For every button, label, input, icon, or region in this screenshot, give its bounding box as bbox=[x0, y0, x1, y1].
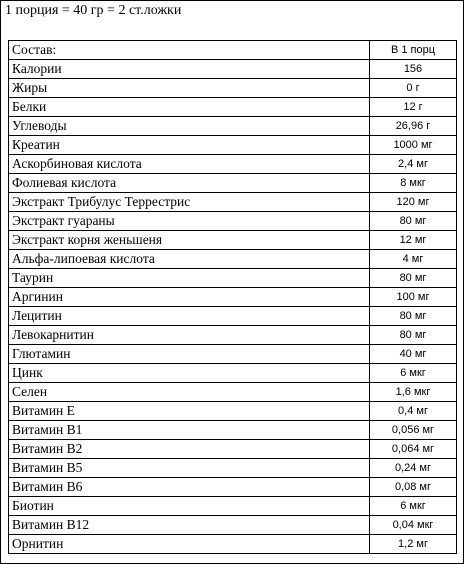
table-row bbox=[9, 136, 457, 155]
ingredient-amount: 1000 мг bbox=[370, 136, 457, 155]
ingredient-amount: 4 мг bbox=[370, 250, 457, 269]
table-row bbox=[9, 307, 457, 326]
ingredient-name: Глютамин bbox=[9, 345, 370, 364]
ingredient-amount: 12 мг bbox=[370, 231, 457, 250]
ingredient-name: Биотин bbox=[9, 497, 370, 516]
ingredient-name: Витамин В2 bbox=[9, 440, 370, 459]
ingredient-amount: 1,2 мг bbox=[370, 535, 457, 554]
table-row bbox=[9, 440, 457, 459]
ingredient-name: Аскорбиновая кислота bbox=[9, 155, 370, 174]
ingredient-amount: 0,4 мг bbox=[370, 402, 457, 421]
ingredient-name: Калории bbox=[9, 60, 370, 79]
table-row bbox=[9, 383, 457, 402]
nutrition-table bbox=[8, 40, 457, 554]
ingredient-name: Лецитин bbox=[9, 307, 370, 326]
table-row bbox=[9, 98, 457, 117]
ingredient-amount: 120 мг bbox=[370, 193, 457, 212]
serving-size-text: 1 порция = 40 гр = 2 ст.ложки bbox=[5, 3, 182, 18]
table-row bbox=[9, 535, 457, 554]
table-row bbox=[9, 288, 457, 307]
ingredient-amount: 1,6 мкг bbox=[370, 383, 457, 402]
table-row bbox=[9, 459, 457, 478]
ingredient-name: Экстракт гуараны bbox=[9, 212, 370, 231]
ingredient-name: Аргинин bbox=[9, 288, 370, 307]
ingredient-name: Жиры bbox=[9, 79, 370, 98]
ingredient-name: Левокарнитин bbox=[9, 326, 370, 345]
table-row bbox=[9, 250, 457, 269]
ingredient-amount: 40 мг bbox=[370, 345, 457, 364]
nutrition-table-body bbox=[9, 41, 457, 554]
ingredient-amount: 0,24 мг bbox=[370, 459, 457, 478]
ingredient-amount: 2,4 мг bbox=[370, 155, 457, 174]
ingredient-name: Витамин В12 bbox=[9, 516, 370, 535]
ingredient-name: Белки bbox=[9, 98, 370, 117]
table-row bbox=[9, 117, 457, 136]
table-row bbox=[9, 516, 457, 535]
ingredient-name: Экстракт корня женьшеня bbox=[9, 231, 370, 250]
ingredient-amount: 6 мкг bbox=[370, 497, 457, 516]
ingredient-amount: 80 мг bbox=[370, 307, 457, 326]
ingredient-name: Селен bbox=[9, 383, 370, 402]
ingredient-name: Витамин Е bbox=[9, 402, 370, 421]
table-header-row bbox=[9, 41, 457, 60]
ingredient-name: Витамин В1 bbox=[9, 421, 370, 440]
ingredient-amount: 80 мг bbox=[370, 212, 457, 231]
ingredient-amount: 26,96 г bbox=[370, 117, 457, 136]
table-row bbox=[9, 193, 457, 212]
ingredient-amount: 12 г bbox=[370, 98, 457, 117]
ingredient-name: Креатин bbox=[9, 136, 370, 155]
table-row bbox=[9, 155, 457, 174]
table-row bbox=[9, 478, 457, 497]
ingredient-amount: 8 мкг bbox=[370, 174, 457, 193]
ingredient-name: Орнитин bbox=[9, 535, 370, 554]
ingredient-name: Углеводы bbox=[9, 117, 370, 136]
ingredient-amount: 0,056 мг bbox=[370, 421, 457, 440]
header-per-serving: В 1 порц bbox=[370, 41, 457, 60]
ingredient-amount: 156 bbox=[370, 60, 457, 79]
table-row bbox=[9, 269, 457, 288]
table-row bbox=[9, 326, 457, 345]
ingredient-name: Цинк bbox=[9, 364, 370, 383]
table-row bbox=[9, 364, 457, 383]
ingredient-amount: 6 мкг bbox=[370, 364, 457, 383]
header-composition: Состав: bbox=[9, 41, 370, 60]
ingredient-amount: 0,04 мкг bbox=[370, 516, 457, 535]
ingredient-amount: 0,08 мг bbox=[370, 478, 457, 497]
ingredient-name: Фолиевая кислота bbox=[9, 174, 370, 193]
table-row bbox=[9, 345, 457, 364]
ingredient-amount: 80 мг bbox=[370, 326, 457, 345]
ingredient-name: Витамин В5 bbox=[9, 459, 370, 478]
table-row bbox=[9, 231, 457, 250]
table-row bbox=[9, 212, 457, 231]
table-row bbox=[9, 421, 457, 440]
table-row bbox=[9, 402, 457, 421]
ingredient-amount: 100 мг bbox=[370, 288, 457, 307]
table-row bbox=[9, 79, 457, 98]
table-row bbox=[9, 174, 457, 193]
table-row bbox=[9, 60, 457, 79]
ingredient-amount: 0 г bbox=[370, 79, 457, 98]
ingredient-name: Таурин bbox=[9, 269, 370, 288]
ingredient-name: Витамин В6 bbox=[9, 478, 370, 497]
ingredient-amount: 0,064 мг bbox=[370, 440, 457, 459]
table-row bbox=[9, 497, 457, 516]
ingredient-name: Экстракт Трибулус Террестрис bbox=[9, 193, 370, 212]
ingredient-amount: 80 мг bbox=[370, 269, 457, 288]
ingredient-name: Альфа-липоевая кислота bbox=[9, 250, 370, 269]
